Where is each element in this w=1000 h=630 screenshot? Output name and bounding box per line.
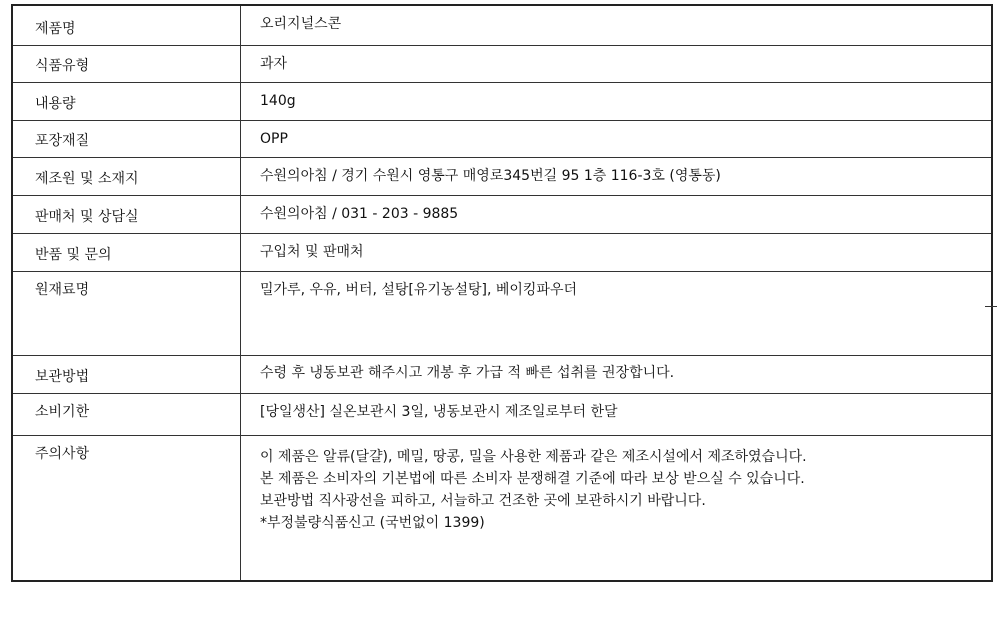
table-row xyxy=(12,355,992,393)
row-label-manufacturer: 제조원 및 소재지 xyxy=(12,157,241,195)
table-row xyxy=(12,82,992,120)
row-value-product-name: 오리지널스콘 xyxy=(241,5,993,45)
row-label-returns: 반품 및 문의 xyxy=(12,233,241,271)
row-value-storage: 수령 후 냉동보관 해주시고 개봉 후 가급 적 빠른 섭취를 권장합니다. xyxy=(241,355,993,393)
table-row xyxy=(12,233,992,271)
table-row xyxy=(12,393,992,435)
table-row xyxy=(12,5,992,45)
table-row xyxy=(12,435,992,581)
caution-line: 본 제품은 소비자의 기본법에 따른 소비자 분쟁해결 기준에 따라 보상 받으실 수 있습니다. xyxy=(260,470,805,487)
caution-line: 이 제품은 알류(달걀), 메밀, 땅콩, 밀을 사용한 제품과 같은 제조시설에서 제조하였습니다. xyxy=(260,448,807,465)
row-value-expiry: [당일생산] 실온보관시 3일, 냉동보관시 제조일로부터 한달 xyxy=(241,393,993,435)
table-row xyxy=(12,45,992,82)
row-label-expiry: 소비기한 xyxy=(12,393,241,435)
row-value-manufacturer: 수원의아침 / 경기 수원시 영통구 매영로345번길 95 1층 116-3호 (영통동) xyxy=(241,157,993,195)
row-value-seller: 수원의아침 / 031 - 203 - 9885 xyxy=(241,195,993,233)
row-label-packaging: 포장재질 xyxy=(12,120,241,157)
caution-line: *부정불량식품신고 (국번없이 1399) xyxy=(260,514,485,531)
row-value-net-weight: 140g xyxy=(241,82,993,120)
product-info-table xyxy=(11,4,993,582)
table-edge-divider xyxy=(985,306,997,307)
row-label-net-weight: 내용량 xyxy=(12,82,241,120)
row-value-packaging: OPP xyxy=(241,120,993,157)
table-row xyxy=(12,157,992,195)
table-row xyxy=(12,195,992,233)
row-value-cautions xyxy=(241,435,993,581)
row-label-cautions: 주의사항 xyxy=(12,435,241,581)
row-label-seller: 판매처 및 상담실 xyxy=(12,195,241,233)
table-row xyxy=(12,120,992,157)
row-label-storage: 보관방법 xyxy=(12,355,241,393)
row-label-ingredients: 원재료명 xyxy=(12,271,241,355)
row-label-product-name: 제품명 xyxy=(12,5,241,45)
table-row xyxy=(12,271,992,355)
row-value-ingredients: 밀가루, 우유, 버터, 설탕[유기농설탕], 베이킹파우더 xyxy=(241,271,993,355)
row-label-food-type: 식품유형 xyxy=(12,45,241,82)
caution-line: 보관방법 직사광선을 피하고, 서늘하고 건조한 곳에 보관하시기 바랍니다. xyxy=(260,492,706,509)
row-value-returns: 구입처 및 판매처 xyxy=(241,233,993,271)
row-value-food-type: 과자 xyxy=(241,45,993,82)
